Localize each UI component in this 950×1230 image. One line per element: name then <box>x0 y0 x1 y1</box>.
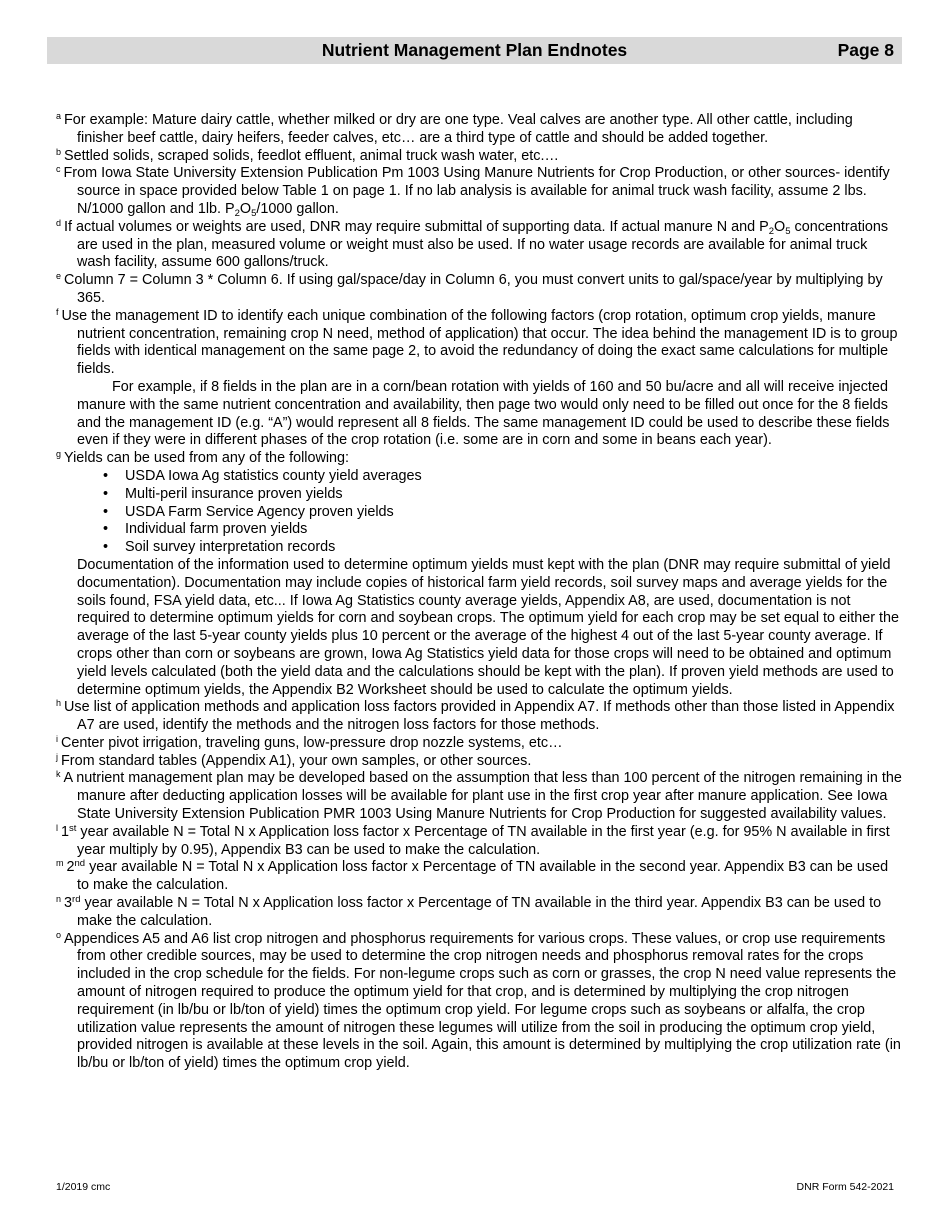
endnote-marker: o <box>56 929 62 940</box>
endnotes <box>56 112 902 1073</box>
endnote-text: Column 7 = Column 3 * Column 6. If using gal/space/day in Column 6, you must convert units to gal/space/year by multiplying by 365. <box>64 272 883 306</box>
page-title: Nutrient Management Plan Endnotes <box>321 40 628 60</box>
list-item: • Individual farm proven yields <box>125 521 902 539</box>
endnote-text: year available N = Total N x Application loss factor x Percentage of TN available in the third year. Appendix B3 can be used to make the calculation. <box>77 895 882 929</box>
endnote-text: From standard tables (Appendix A1), your own samples, or other sources. <box>61 752 532 769</box>
endnote-marker: l <box>56 822 58 833</box>
endnote-text: O <box>239 200 252 217</box>
endnote-marker: e <box>56 271 62 282</box>
endnote-f <box>56 308 902 379</box>
endnote-text: Center pivot irrigation, traveling guns, low-pressure drop nozzle systems, etc… <box>61 734 563 751</box>
list-item: • USDA Iowa Ag statistics county yield averages <box>125 468 902 486</box>
endnote-marker: d <box>56 217 62 228</box>
endnote-text: O <box>774 218 786 235</box>
endnote-marker: b <box>56 146 62 157</box>
endnote-i <box>56 735 902 753</box>
endnote-f-example: For example, if 8 fields in the plan are in a corn/bean rotation with yields of 160 and 50 bu/acre and all will receive injected manure with the same nutrient concentration and availability, then page two would only need to be filled out once for the 8 fields and the management ID (e.g. “A”) would represent all 8 fields. The same management ID could be used to describe these fields even if they were in different phases of the crop rotation (i.e. some are in corn and some in beans each year). <box>77 378 890 449</box>
endnote-b <box>56 148 902 166</box>
endnote-n <box>56 895 902 931</box>
endnote-g-documentation: Documentation of the information used to determine optimum yields must kept with the plan (DNR may require submittal of yield documentation). Documentation may include copies of historical farm yield records, soil survey maps and average yields for the soils found, FSA yield data, etc... If Iowa Ag Statistics county average yields, Appendix A8, are used, documentation is not required to determine optimum yields for corn and soybean crops. The optimum yield for each crop may be set equal to either the average of the last 5-year county yields plus 10 percent or the average of the highest 4 out of the last 5-year county average. If crops other than corn or soybeans are grown, Iowa Ag Statistics yield data for those crops will need to be obtained and optimum yield levels calculated (both the yield data and the calculations should be kept with the plan). If proven yield methods are used to determine optimum yields, the Appendix B2 Worksheet should be used to calculate the optimum yields. <box>77 556 900 698</box>
subscript: 2 <box>768 225 774 237</box>
endnote-text: /1000 gallon. <box>256 200 339 217</box>
footer-revision: 1/2019 cmc <box>56 1181 111 1193</box>
endnote-text: year available N = Total N x Application loss factor x Percentage of TN available in the first year (e.g. for 95% N available in first year multiply by 0.95), Appendix B3 can be used to make the calculation. <box>76 823 890 858</box>
endnote-text: For example: Mature dairy cattle, whether milked or dry are one type. Veal calves are another type. All other cattle, including finisher beef cattle, dairy heifers, feeder calves, etc… are a third type of cattle and should be added together. <box>64 112 853 146</box>
endnote-marker: n <box>56 894 62 905</box>
endnote-text: Appendices A5 and A6 list crop nitrogen and phosphorus requirements for various crops. These values, or crop use requirements from other credible sources, may be used to determine the crop nitrogen needs and phosphorus removal rates for the crops included in the crop schedule for the fields. For non-legume crops such as corn or grasses, the crop N need value represents the amount of nitrogen required to produce the optimum yield for that crop, and is determined by multiplying the crop nitrogen requirement (in lb/bu or lb/ton of yield) times the optimum crop yield. For legume crops such as soybeans or alfalfa, the crop utilization value represents the amount of nitrogen these legumes will utilize from the soil in producing the optimum crop yield, provided nitrogen is available at these levels in the soil. Again, this amount is determined by multiplying the crop utilization rate (in lb/bu or lb/ton of yield) times the optimum crop yield. <box>64 930 901 1072</box>
header-bar <box>47 37 902 64</box>
endnote-g <box>56 450 902 468</box>
endnote-c <box>56 165 902 218</box>
list-item: • Soil survey interpretation records <box>125 539 902 557</box>
endnote-text: Yields can be used from any of the following: <box>64 450 350 467</box>
endnote-d <box>56 219 902 272</box>
yield-sources-list <box>56 468 902 557</box>
endnote-text: From Iowa State University Extension Publication Pm 1003 Using Manure Nutrients for Crop Production, or other sources- identify source in space provided below Table 1 on page 1. If no lab analysis is available for animal truck wash facility, assume 2 lbs. N/1000 gallon and 1lb. P <box>63 165 890 217</box>
endnote-text: year available N = Total N x Application loss factor x Percentage of TN available in the second year. Appendix B3 can be used to make the calculation. <box>77 859 889 894</box>
endnote-marker: k <box>56 769 61 780</box>
subscript: 5 <box>785 225 791 237</box>
endnote-marker: a <box>56 111 62 121</box>
footer-form-number: DNR Form 542-2021 <box>796 1181 894 1193</box>
endnote-marker: h <box>56 698 62 709</box>
ordinal-number: 2 <box>66 859 75 876</box>
endnote-m <box>56 859 902 895</box>
endnote-j <box>56 753 902 771</box>
endnote-a <box>56 112 902 148</box>
endnote-text: concentrations are used in the plan, measured volume or weight must also be used. If no water usage records are available for animal truck wash facility, assume 600 gallons/truck. <box>77 218 889 271</box>
ordinal-suffix: rd <box>72 894 81 906</box>
subscript: 5 <box>251 207 257 219</box>
endnote-k <box>56 770 902 823</box>
endnote-marker: m <box>56 858 64 869</box>
ordinal-number: 3 <box>64 895 73 912</box>
endnote-e <box>56 272 902 308</box>
list-item: • USDA Farm Service Agency proven yields <box>125 504 902 522</box>
endnote-text: If actual volumes or weights are used, DNR may require submittal of supporting data. If actual manure N and P <box>64 218 769 235</box>
ordinal-suffix: st <box>69 822 77 834</box>
endnote-text: A nutrient management plan may be developed based on the assumption that less than 100 percent of the nitrogen remaining in the manure after deducting application losses will be available for plant use in the first crop year after manure application. See Iowa State University Extension Publication PMR 1003 Using Manure Nutrients for Crop Production for suggested availability values. <box>63 770 902 823</box>
endnote-text: Use list of application methods and application loss factors provided in Appendix A7. If methods other than those listed in Appendix A7 are used, identify the methods and the nitrogen loss factors for those methods. <box>64 699 895 734</box>
list-item: • Multi-peril insurance proven yields <box>125 486 902 504</box>
endnote-h <box>56 699 902 735</box>
endnote-marker: c <box>56 164 61 175</box>
endnote-text: Use the management ID to identify each unique combination of the following factors (crop rotation, optimum crop yields, manure nutrient concentration, remaining crop N need, method of application) that occur. The idea behind the management ID is to group fields with identical management on the same page 2, to avoid the redundancy of doing the exact same calculations for multiple fields. <box>61 307 898 378</box>
subscript: 2 <box>234 207 240 219</box>
endnote-text: Settled solids, scraped solids, feedlot effluent, animal truck wash water, etc.… <box>64 147 559 164</box>
endnote-marker: g <box>56 449 62 460</box>
endnote-o <box>56 931 902 1073</box>
ordinal-number: 1 <box>61 823 70 840</box>
endnote-marker: i <box>56 733 58 744</box>
endnote-marker: f <box>56 306 59 317</box>
endnote-marker: j <box>56 751 58 762</box>
endnote-l <box>56 824 902 860</box>
page-number: Page 8 <box>837 40 894 60</box>
ordinal-suffix: nd <box>74 858 86 870</box>
